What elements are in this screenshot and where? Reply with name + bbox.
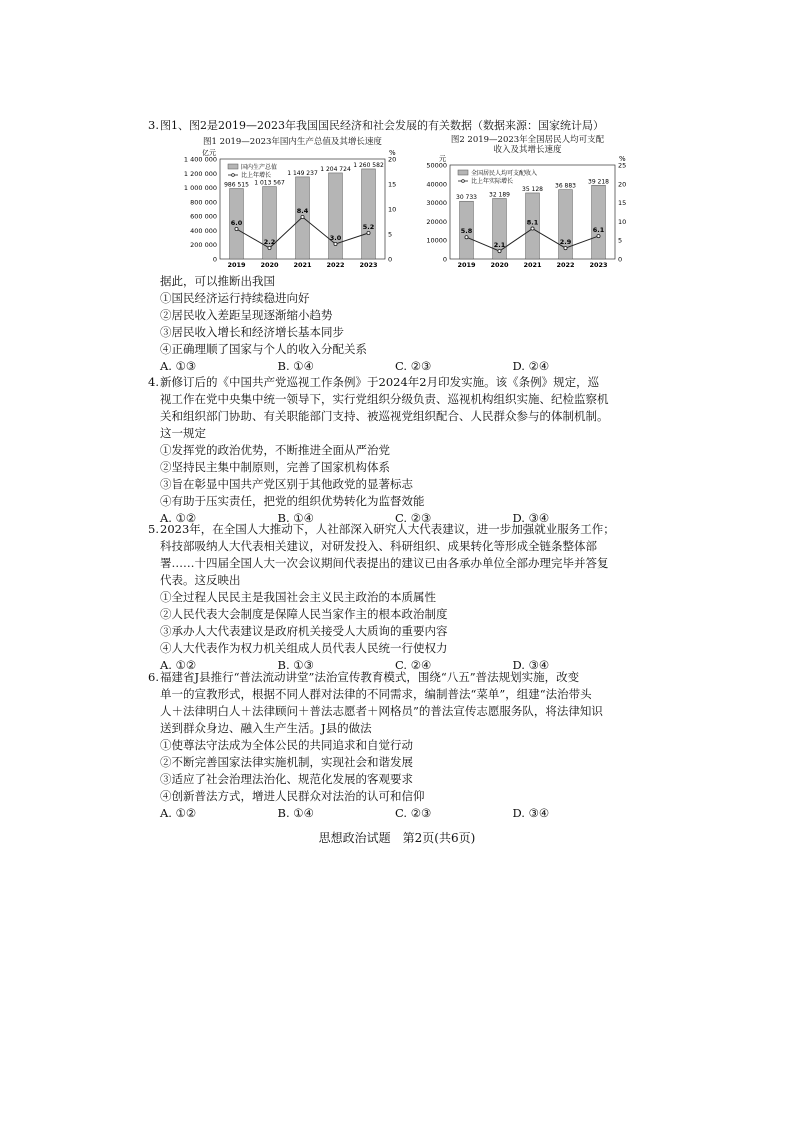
growth-point xyxy=(268,246,271,249)
left-axis-unit: 元 xyxy=(439,155,446,163)
statement-2: ②居民收入差距呈现逐渐缩小趋势 xyxy=(160,308,333,322)
stem-line: 科技部吸纳人大代表相关建议，对研发投入、科研组织、成果转化等形成全链条整体部 xyxy=(160,539,597,553)
option-d[interactable]: D. ③④ xyxy=(512,658,550,672)
stem-line: 2023年，在全国人大推动下，人社部深入研究人大代表建议，进一步加强就业服务工作； xyxy=(160,522,615,536)
option-a[interactable]: A. ①② xyxy=(160,806,197,820)
option-b[interactable]: B. ①④ xyxy=(277,511,314,525)
growth-value-label: 5.8 xyxy=(460,227,473,236)
growth-point xyxy=(301,215,304,218)
question-lead: 据此，可以推断出我国 xyxy=(160,274,275,288)
legend-bar-label: 全国居民人均可支配收入 xyxy=(471,170,538,177)
question-3-body xyxy=(160,273,640,375)
x-tick-label: 2021 xyxy=(523,261,542,269)
right-axis-unit: % xyxy=(389,149,396,157)
question-number: 5. xyxy=(148,522,159,536)
growth-point xyxy=(235,227,238,230)
stem-line: 视工作在党中央集中统一领导下，实行党组织分级负责、巡视机构组织实施、纪检监察机 xyxy=(160,392,609,406)
stem-line: 关和组织部门协助、有关职能部门支持、被巡视党组织配合、人民群众参与的体制机制。 xyxy=(160,409,609,423)
left-tick-label: 600 000 xyxy=(190,212,217,221)
growth-value-label: 3.0 xyxy=(329,234,342,242)
growth-value-label: 8.1 xyxy=(526,218,539,227)
statement-2: ②人民代表大会制度是保障人民当家作主的根本政治制度 xyxy=(160,607,448,621)
chart-income xyxy=(420,135,635,272)
right-axis-unit: % xyxy=(619,155,626,163)
legend-bar-label: 国内生产总值 xyxy=(241,164,278,171)
left-tick-label: 1 000 000 xyxy=(183,184,217,193)
right-tick-label: 15 xyxy=(388,180,397,189)
growth-value-label: 2.9 xyxy=(559,238,572,247)
statement-3: ③居民收入增长和经济增长基本同步 xyxy=(160,325,344,339)
bar xyxy=(592,185,606,259)
left-tick-label: 50000 xyxy=(426,161,447,170)
option-b[interactable]: B. ①④ xyxy=(277,359,314,373)
option-d[interactable]: D. ②④ xyxy=(512,359,550,373)
x-tick-label: 2021 xyxy=(293,261,312,269)
left-tick-label: 1 400 000 xyxy=(183,155,217,164)
statement-3: ③适应了社会治理法治化、规范化发展的客观要求 xyxy=(160,772,413,786)
left-tick-label: 1 200 000 xyxy=(183,169,217,178)
question-4 xyxy=(148,374,640,527)
legend-line-marker xyxy=(462,180,465,183)
right-tick-label: 5 xyxy=(388,230,393,239)
question-3 xyxy=(148,117,640,134)
stem-line: 代表。这反映出 xyxy=(160,573,241,587)
legend-bar-swatch xyxy=(228,164,238,169)
growth-point xyxy=(564,246,567,249)
option-a[interactable]: A. ①② xyxy=(160,658,197,672)
growth-value-label: 2.1 xyxy=(493,241,506,250)
x-tick-label: 2022 xyxy=(326,261,345,269)
statement-2: ②坚持民主集中制原则，完善了国家机构体系 xyxy=(160,460,390,474)
question-intro: 图1、图2是2019—2023年我国国民经济和社会发展的有关数据（数据来源：国家统计局） xyxy=(160,119,604,132)
right-tick-label: 20 xyxy=(618,180,627,189)
question-number: 6. xyxy=(148,670,159,684)
question-6 xyxy=(148,669,640,822)
option-d[interactable]: D. ③④ xyxy=(512,806,550,820)
left-tick-label: 20000 xyxy=(426,217,447,226)
bar-value-label: 35 128 xyxy=(522,185,543,193)
question-5 xyxy=(148,521,640,674)
growth-value-label: 2.2 xyxy=(263,238,276,246)
bar xyxy=(329,173,343,259)
right-tick-label: 10 xyxy=(388,205,397,214)
left-tick-label: 0 xyxy=(442,255,447,264)
answer-options xyxy=(160,358,630,375)
legend-line-marker xyxy=(232,174,235,177)
growth-point xyxy=(367,231,370,234)
chart-gdp-svg xyxy=(175,147,410,272)
bar-value-label: 30 733 xyxy=(456,194,477,202)
left-tick-label: 400 000 xyxy=(190,226,217,235)
growth-value-label: 6.1 xyxy=(592,226,605,235)
option-c[interactable]: C. ②③ xyxy=(395,511,432,525)
growth-value-label: 6.0 xyxy=(230,219,243,227)
right-tick-label: 15 xyxy=(618,199,627,208)
x-tick-label: 2023 xyxy=(589,261,608,269)
statement-1: ①国民经济运行持续稳进向好 xyxy=(160,291,310,305)
growth-point xyxy=(465,236,468,239)
stem-line: 福建省J县推行“普法流动讲堂”法治宣传教育模式，围绕“八五”普法规划实施，改变 xyxy=(160,670,580,684)
option-b[interactable]: B. ①③ xyxy=(277,658,314,672)
left-axis-unit: 亿元 xyxy=(202,149,216,157)
right-tick-label: 20 xyxy=(388,155,397,164)
growth-point xyxy=(531,227,534,230)
chart-title: 图1 2019—2023年国内生产总值及其增长速度 xyxy=(203,137,382,147)
statement-4: ④人大代表作为权力机关组成人员代表人民统一行使权力 xyxy=(160,641,448,655)
chart-title: 图2 2019—2023年全国居民人均可支配收入及其增长速度 xyxy=(450,135,605,155)
right-tick-label: 5 xyxy=(618,236,623,245)
legend-line-label: 比上年实际增长 xyxy=(471,178,514,185)
right-tick-label: 0 xyxy=(388,255,393,264)
left-tick-label: 10000 xyxy=(426,236,447,245)
bar-value-label: 1 013 567 xyxy=(254,179,285,187)
x-tick-label: 2019 xyxy=(227,261,246,269)
chart-gdp xyxy=(175,137,410,272)
option-c[interactable]: C. ②④ xyxy=(395,658,432,672)
growth-value-label: 8.4 xyxy=(296,207,309,215)
option-b[interactable]: B. ①④ xyxy=(277,806,314,820)
stem-line: 送到群众身边、融入生产生活。J县的做法 xyxy=(160,721,372,735)
left-tick-label: 200 000 xyxy=(190,241,217,250)
growth-point xyxy=(498,250,501,253)
option-d[interactable]: D. ③④ xyxy=(512,511,550,525)
bar-value-label: 39 218 xyxy=(588,178,609,186)
statement-4: ④创新普法方式，增进人民群众对法治的认可和信仰 xyxy=(160,789,425,803)
bar-value-label: 1 149 237 xyxy=(287,169,318,177)
bar-value-label: 36 883 xyxy=(555,182,576,190)
bar-value-label: 1 204 724 xyxy=(320,165,351,173)
option-a[interactable]: A. ①③ xyxy=(160,359,197,373)
chart-income-svg xyxy=(420,155,635,272)
growth-point xyxy=(597,234,600,237)
right-tick-label: 10 xyxy=(618,217,627,226)
right-tick-label: 25 xyxy=(618,161,627,170)
stem-line: 人＋法律明白人＋法律顾问＋普法志愿者＋网格员”的普法宣传志愿服务队，将法律知识 xyxy=(160,704,603,718)
stem-line: 这一规定 xyxy=(160,426,206,440)
question-number: 3. xyxy=(148,118,159,132)
statement-3: ③承办人大代表建议是政府机关接受人大质询的重要内容 xyxy=(160,624,448,638)
x-tick-label: 2023 xyxy=(359,261,378,269)
x-tick-label: 2020 xyxy=(490,261,509,269)
statement-3: ③旨在彰显中国共产党区别于其他政党的显著标志 xyxy=(160,477,413,491)
stem-line: 署……十四届全国人大一次会议期间代表提出的建议已由各承办单位全部办理完毕并答复 xyxy=(160,556,609,570)
option-c[interactable]: C. ②③ xyxy=(395,359,432,373)
left-tick-label: 30000 xyxy=(426,199,447,208)
statement-1: ①使尊法守法成为全体公民的共同追求和自觉行动 xyxy=(160,738,413,752)
statement-1: ①发挥党的政治优势，不断推进全面从严治党 xyxy=(160,443,390,457)
right-tick-label: 0 xyxy=(618,255,623,264)
bar xyxy=(362,169,376,259)
legend-line-label: 比上年增长 xyxy=(241,172,272,179)
bar-value-label: 986 515 xyxy=(224,181,249,189)
x-tick-label: 2022 xyxy=(556,261,575,269)
legend-bar-swatch xyxy=(458,170,468,175)
answer-options xyxy=(160,805,630,822)
statement-2: ②不断完善国家法律实施机制，实现社会和谐发展 xyxy=(160,755,413,769)
growth-point xyxy=(334,242,337,245)
statement-4: ④有助于压实责任，把党的组织优势转化为监督效能 xyxy=(160,494,425,508)
question-number: 4. xyxy=(148,375,159,389)
option-c[interactable]: C. ②③ xyxy=(395,806,432,820)
statement-1: ①全过程人民民主是我国社会主义民主政治的本质属性 xyxy=(160,590,436,604)
option-a[interactable]: A. ①② xyxy=(160,511,197,525)
growth-value-label: 5.2 xyxy=(362,223,375,231)
x-tick-label: 2019 xyxy=(457,261,476,269)
stem-line: 单一的宣教形式，根据不同人群对法律的不同需求，编制普法“菜单”，组建“法治带头 xyxy=(160,687,592,701)
left-tick-label: 0 xyxy=(212,255,217,264)
left-tick-label: 800 000 xyxy=(190,198,217,207)
left-tick-label: 40000 xyxy=(426,180,447,189)
page-footer: 思想政治试题 第2页(共6页) xyxy=(318,831,476,845)
bar-value-label: 32 189 xyxy=(489,191,510,199)
x-tick-label: 2020 xyxy=(260,261,279,269)
statement-4: ④正确理顺了国家与个人的收入分配关系 xyxy=(160,342,367,356)
stem-line: 新修订后的《中国共产党巡视工作条例》于2024年2月印发实施。该《条例》规定，巡 xyxy=(160,375,600,389)
bar-value-label: 1 260 582 xyxy=(353,161,384,169)
